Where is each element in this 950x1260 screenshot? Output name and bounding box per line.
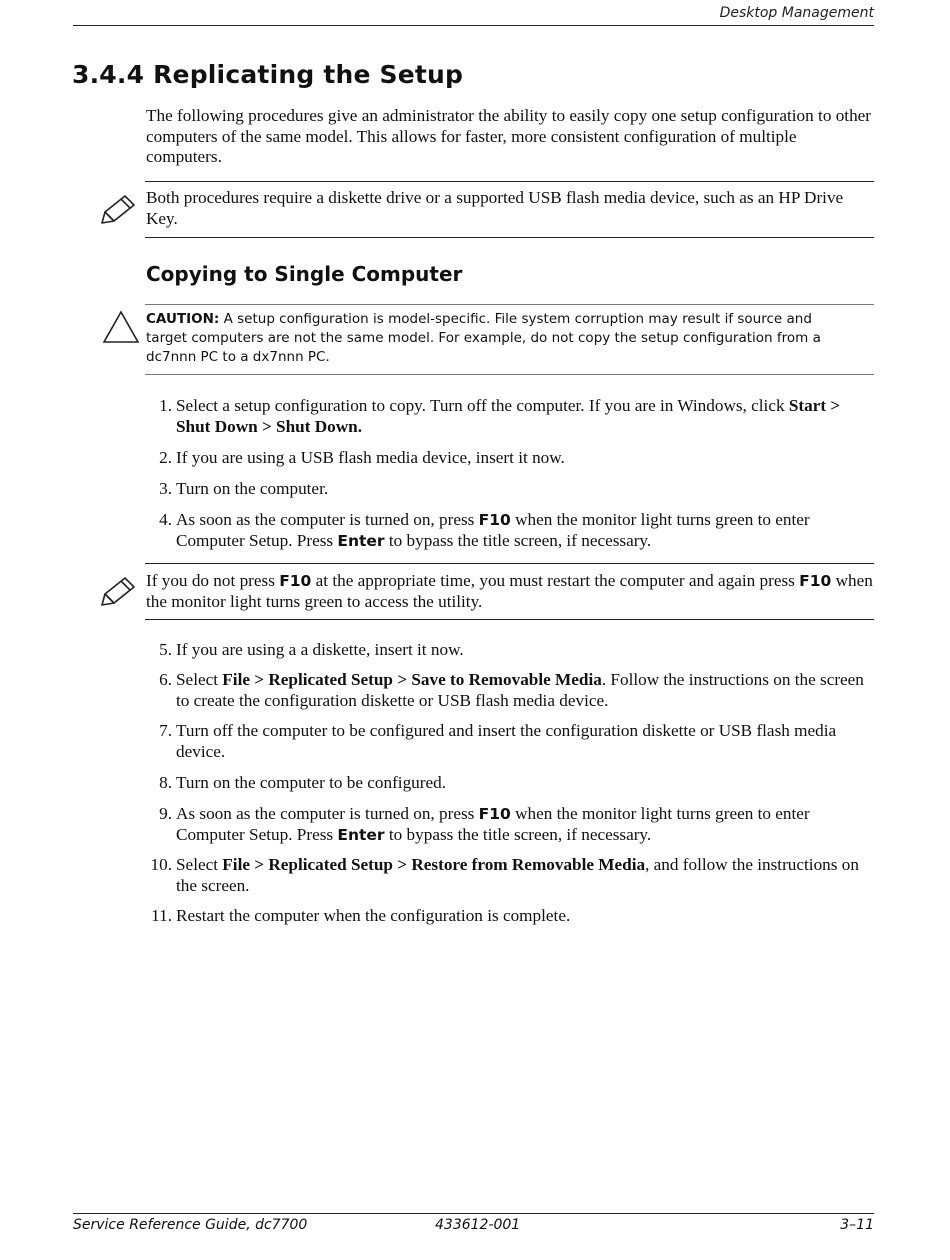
note-bottom-rule: [145, 237, 874, 238]
running-header-title: Desktop Management: [719, 5, 874, 21]
note-bottom-rule: [145, 619, 874, 620]
pencil-note-icon: [101, 190, 139, 224]
page-header: [73, 5, 874, 26]
caution-top-rule: [145, 304, 874, 305]
page-footer: [73, 1213, 874, 1240]
caution-label: CAUTION:: [146, 311, 220, 327]
note-top-rule: [145, 181, 874, 182]
note-text: If you do not press F10 at the appropriate time, you must restart the computer and again press F10 when the monitor light turns green to access the utility.: [146, 571, 873, 611]
footer-part-number: 433612-001: [435, 1217, 521, 1233]
footer-page-number: 3–11: [840, 1217, 874, 1233]
pencil-note-icon: [101, 572, 139, 606]
caution-bottom-rule: [145, 374, 874, 375]
section-title: 3.4.4 Replicating the Setup: [72, 60, 464, 89]
footer-guide-title: Service Reference Guide, dc7700: [73, 1217, 308, 1233]
note-top-rule: [145, 563, 874, 564]
subsection-title: Copying to Single Computer: [146, 262, 463, 286]
caution-text: [146, 310, 846, 367]
caution-body: A setup configuration is model-specific. File system corruption may result if source and target computers are not the same model. For example, do not copy the setup configuration from a dc7nnn PC to a dx7nnn PC.: [146, 311, 821, 365]
caution-triangle-icon: [102, 310, 140, 344]
intro-paragraph: The following procedures give an administrator the ability to easily copy one setup configuration to other computers of the same model. This allows for faster, more consistent configuration of multiple computers.: [146, 106, 872, 167]
note-text: Both procedures require a diskette drive or a supported USB flash media device, such as an HP Drive Key.: [146, 188, 844, 228]
